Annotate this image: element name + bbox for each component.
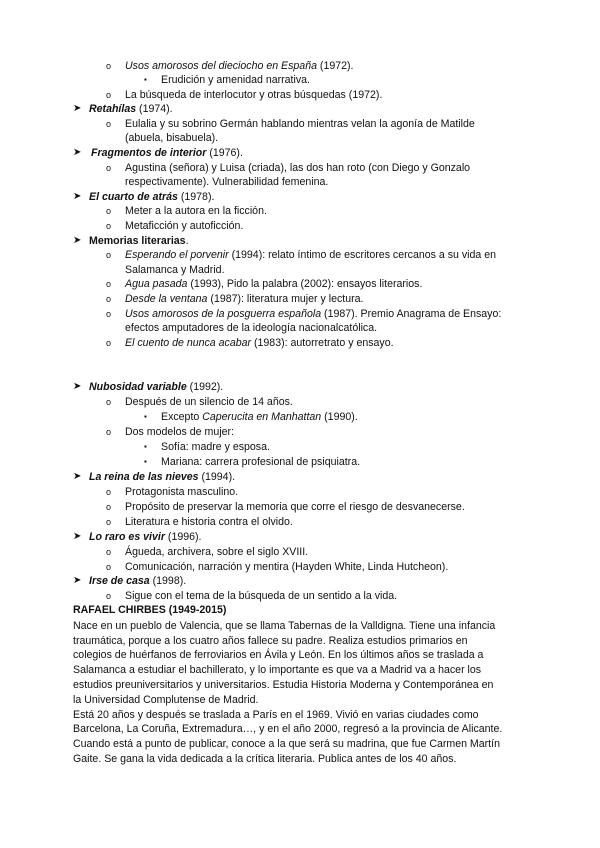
paragraph-line: Nace en un pueblo de Valencia, que se llama Tabernas de la Valldigna. Tiene una infancia <box>73 620 496 632</box>
arrow-bullet-icon: ➤ <box>73 575 82 586</box>
book-title: Retahílas <box>89 103 137 115</box>
circle-bullet-icon: o <box>106 547 112 557</box>
arrow-bullet-icon: ➤ <box>73 103 82 114</box>
book-title: Irse de casa <box>89 575 150 587</box>
section-heading: RAFAEL CHIRBES (1949-2015) <box>73 604 227 616</box>
square-bullet-icon: ▪ <box>144 442 147 451</box>
paragraph-line: Salamanca a estudiar el bachillerato, y lo importante es que va a Madrid va a hacer los <box>73 664 482 676</box>
paragraph-line: Está 20 años y después se traslada a París en el 1969. Vivió en varias ciudades como <box>73 709 479 721</box>
book-title: Nubosidad variable <box>89 381 187 393</box>
square-bullet-icon: ▪ <box>144 457 147 466</box>
circle-bullet-icon: o <box>106 562 112 572</box>
square-bullet-icon: ▪ <box>144 75 147 84</box>
book-title: Fragmentos de interior <box>91 147 207 159</box>
circle-bullet-icon: o <box>106 163 112 173</box>
book-title: Lo raro es vivir <box>89 531 165 543</box>
circle-bullet-icon: o <box>106 487 112 497</box>
circle-bullet-icon: o <box>106 309 112 319</box>
book-title: Caperucita en Manhattan <box>202 411 322 423</box>
circle-bullet-icon: o <box>106 397 112 407</box>
arrow-bullet-icon: ➤ <box>73 191 82 202</box>
circle-bullet-icon: o <box>106 279 112 289</box>
document-page: o Usos amorosos del dieciocho en España (1972). ▪ Erudición y amenidad narrativa. o La búsqueda de interlocutor y otras búsquedas (1972). ➤ Retahílas (1974). o Eulalia y su sobrino Germán hablando mientras velan la agonía de Matilde (abuela, bisabuela). ➤ Fragmentos de interior (1976). o Agustina (señora) y Luisa (criada), las dos han roto (con Diego y Gonzalo respectivamente). Vulnerabilidad femenina. ➤ El cuarto de atrás (1978). o Meter a la autora en la ficción. o Metaficción y autoficción. ➤ Memorias literarias. o Esperando el porvenir (1994): relato íntimo de escritores cercanos a su vida en Salamanca y Madrid. o Agua pasada (1993), Pido la palabra (2002): ensayos literarios. o Desde la ventana (1987): literatura mujer y lectura. o Usos amorosos de la posguerra española (1987). Premio Anagrama de Ensayo: efectos amputadores de la ideología nacionalcatólica. o El cuento de nunca acabar (1983): autorretrato y ensayo. ➤ Nubosidad variable (1992). o Después de un silencio de 14 años. ▪ Excepto Caperucita en Manhattan (1990). o Dos modelos de mujer: ▪ Sofía: madre y esposa. ▪ Mariana: carrera profesional de psiquiatra. ➤ La reina de las nieves (1994). o Protagonista masculino. o Propósito de preservar la memoria que corre el riesgo de desvanecerse. o Literatura e historia contra el olvido. ➤ Lo raro es vivir (1996). o Águeda, archivera, sobre el siglo XVIII. o Comunicación, narración y mentira (Hayden White, Linda Hutcheon). ➤ Irse de casa (1998). o Sigue con el tema de la búsqueda de un sentido a la vida. RAFAEL CHIRBES (1949-2015) Nace en un pueblo de Valencia, que se llama Tabernas de la Valldigna. Tiene una infancia traumática, porque a los cuatro años fallece su padre. Realiza estudios primarios en colegios de huérfanos de ferroviarios en Ávila y León. En los últimos años se traslada a Salamanca a estudiar el bachillerato, y lo importante es que va a Madrid va a hacer los estudios preuniversitarios y universitarios. Estudia Historia Moderna y Contemporánea en la Universidad Complutense de Madrid. Está 20 años y después se traslada a París en el 1969. Vivió en varias ciudades como Barcelona, La Coruña, Extremadura…, y en el año 2000, regresó a la provincia de Alicante. Cuando está a punto de publicar, conoce a la que será su madrina, que fue Carmen Martín Gaite. Se gana la vida dedicada a la crítica literaria. Publica antes de los 40 años. <box>73 60 503 765</box>
circle-bullet-icon: o <box>106 206 112 216</box>
book-title: Esperando el porvenir <box>125 249 229 261</box>
circle-bullet-icon: o <box>106 517 112 527</box>
list-item-continuation: Salamanca y Madrid. <box>125 264 225 276</box>
book-title: Usos amorosos del dieciocho en España <box>125 60 317 72</box>
book-title: Usos amorosos de la posguerra española <box>125 308 322 320</box>
square-bullet-icon: ▪ <box>144 412 147 421</box>
book-title: La reina de las nieves <box>89 471 199 483</box>
paragraph-line: la Universidad Complutense de Madrid. <box>73 694 259 706</box>
circle-bullet-icon: o <box>106 250 112 260</box>
arrow-bullet-icon: ➤ <box>73 471 82 482</box>
list-item-continuation: respectivamente). Vulnerabilidad femenina. <box>125 176 329 188</box>
circle-bullet-icon: o <box>106 502 112 512</box>
book-title: El cuarto de atrás <box>89 191 178 203</box>
circle-bullet-icon: o <box>106 119 112 129</box>
arrow-bullet-icon: ➤ <box>73 235 82 246</box>
circle-bullet-icon: o <box>106 591 112 601</box>
book-title: El cuento de nunca acabar <box>125 337 252 349</box>
arrow-bullet-icon: ➤ <box>73 531 82 542</box>
paragraph-line: Gaite. Se gana la vida dedicada a la crítica literaria. Publica antes de los 40 años. <box>73 753 457 765</box>
paragraph-line: Cuando está a punto de publicar, conoce a la que será su madrina, que fue Carmen Martín <box>73 738 500 750</box>
book-title: Desde la ventana <box>125 293 208 305</box>
circle-bullet-icon: o <box>106 294 112 304</box>
circle-bullet-icon: o <box>106 338 112 348</box>
paragraph-line: estudios preuniversitarios y universitarios. Estudia Historia Moderna y Contemporánea en <box>73 679 494 691</box>
arrow-bullet-icon: ➤ <box>73 147 82 158</box>
circle-bullet-icon: o <box>106 221 112 231</box>
list-item-continuation: efectos amputadores de la ideología nacionalcatólica. <box>125 322 378 334</box>
paragraph-line: Barcelona, La Coruña, Extremadura…, y en el año 2000, regresó a la provincia de Alicante. <box>73 723 503 735</box>
circle-bullet-icon: o <box>106 90 112 100</box>
list-item-continuation: (abuela, bisabuela). <box>125 132 219 144</box>
paragraph-line: colegios de huérfanos de ferroviarios en Ávila y León. En los últimos años se traslada a <box>73 649 484 661</box>
circle-bullet-icon: o <box>106 427 112 437</box>
circle-bullet-icon: o <box>106 61 112 71</box>
section-title: Memorias literarias <box>89 235 186 247</box>
book-title: Agua pasada <box>125 278 188 290</box>
arrow-bullet-icon: ➤ <box>73 381 82 392</box>
paragraph-line: traumática, porque a los cuatro años fallece su padre. Realiza estudios primarios en <box>73 635 468 647</box>
